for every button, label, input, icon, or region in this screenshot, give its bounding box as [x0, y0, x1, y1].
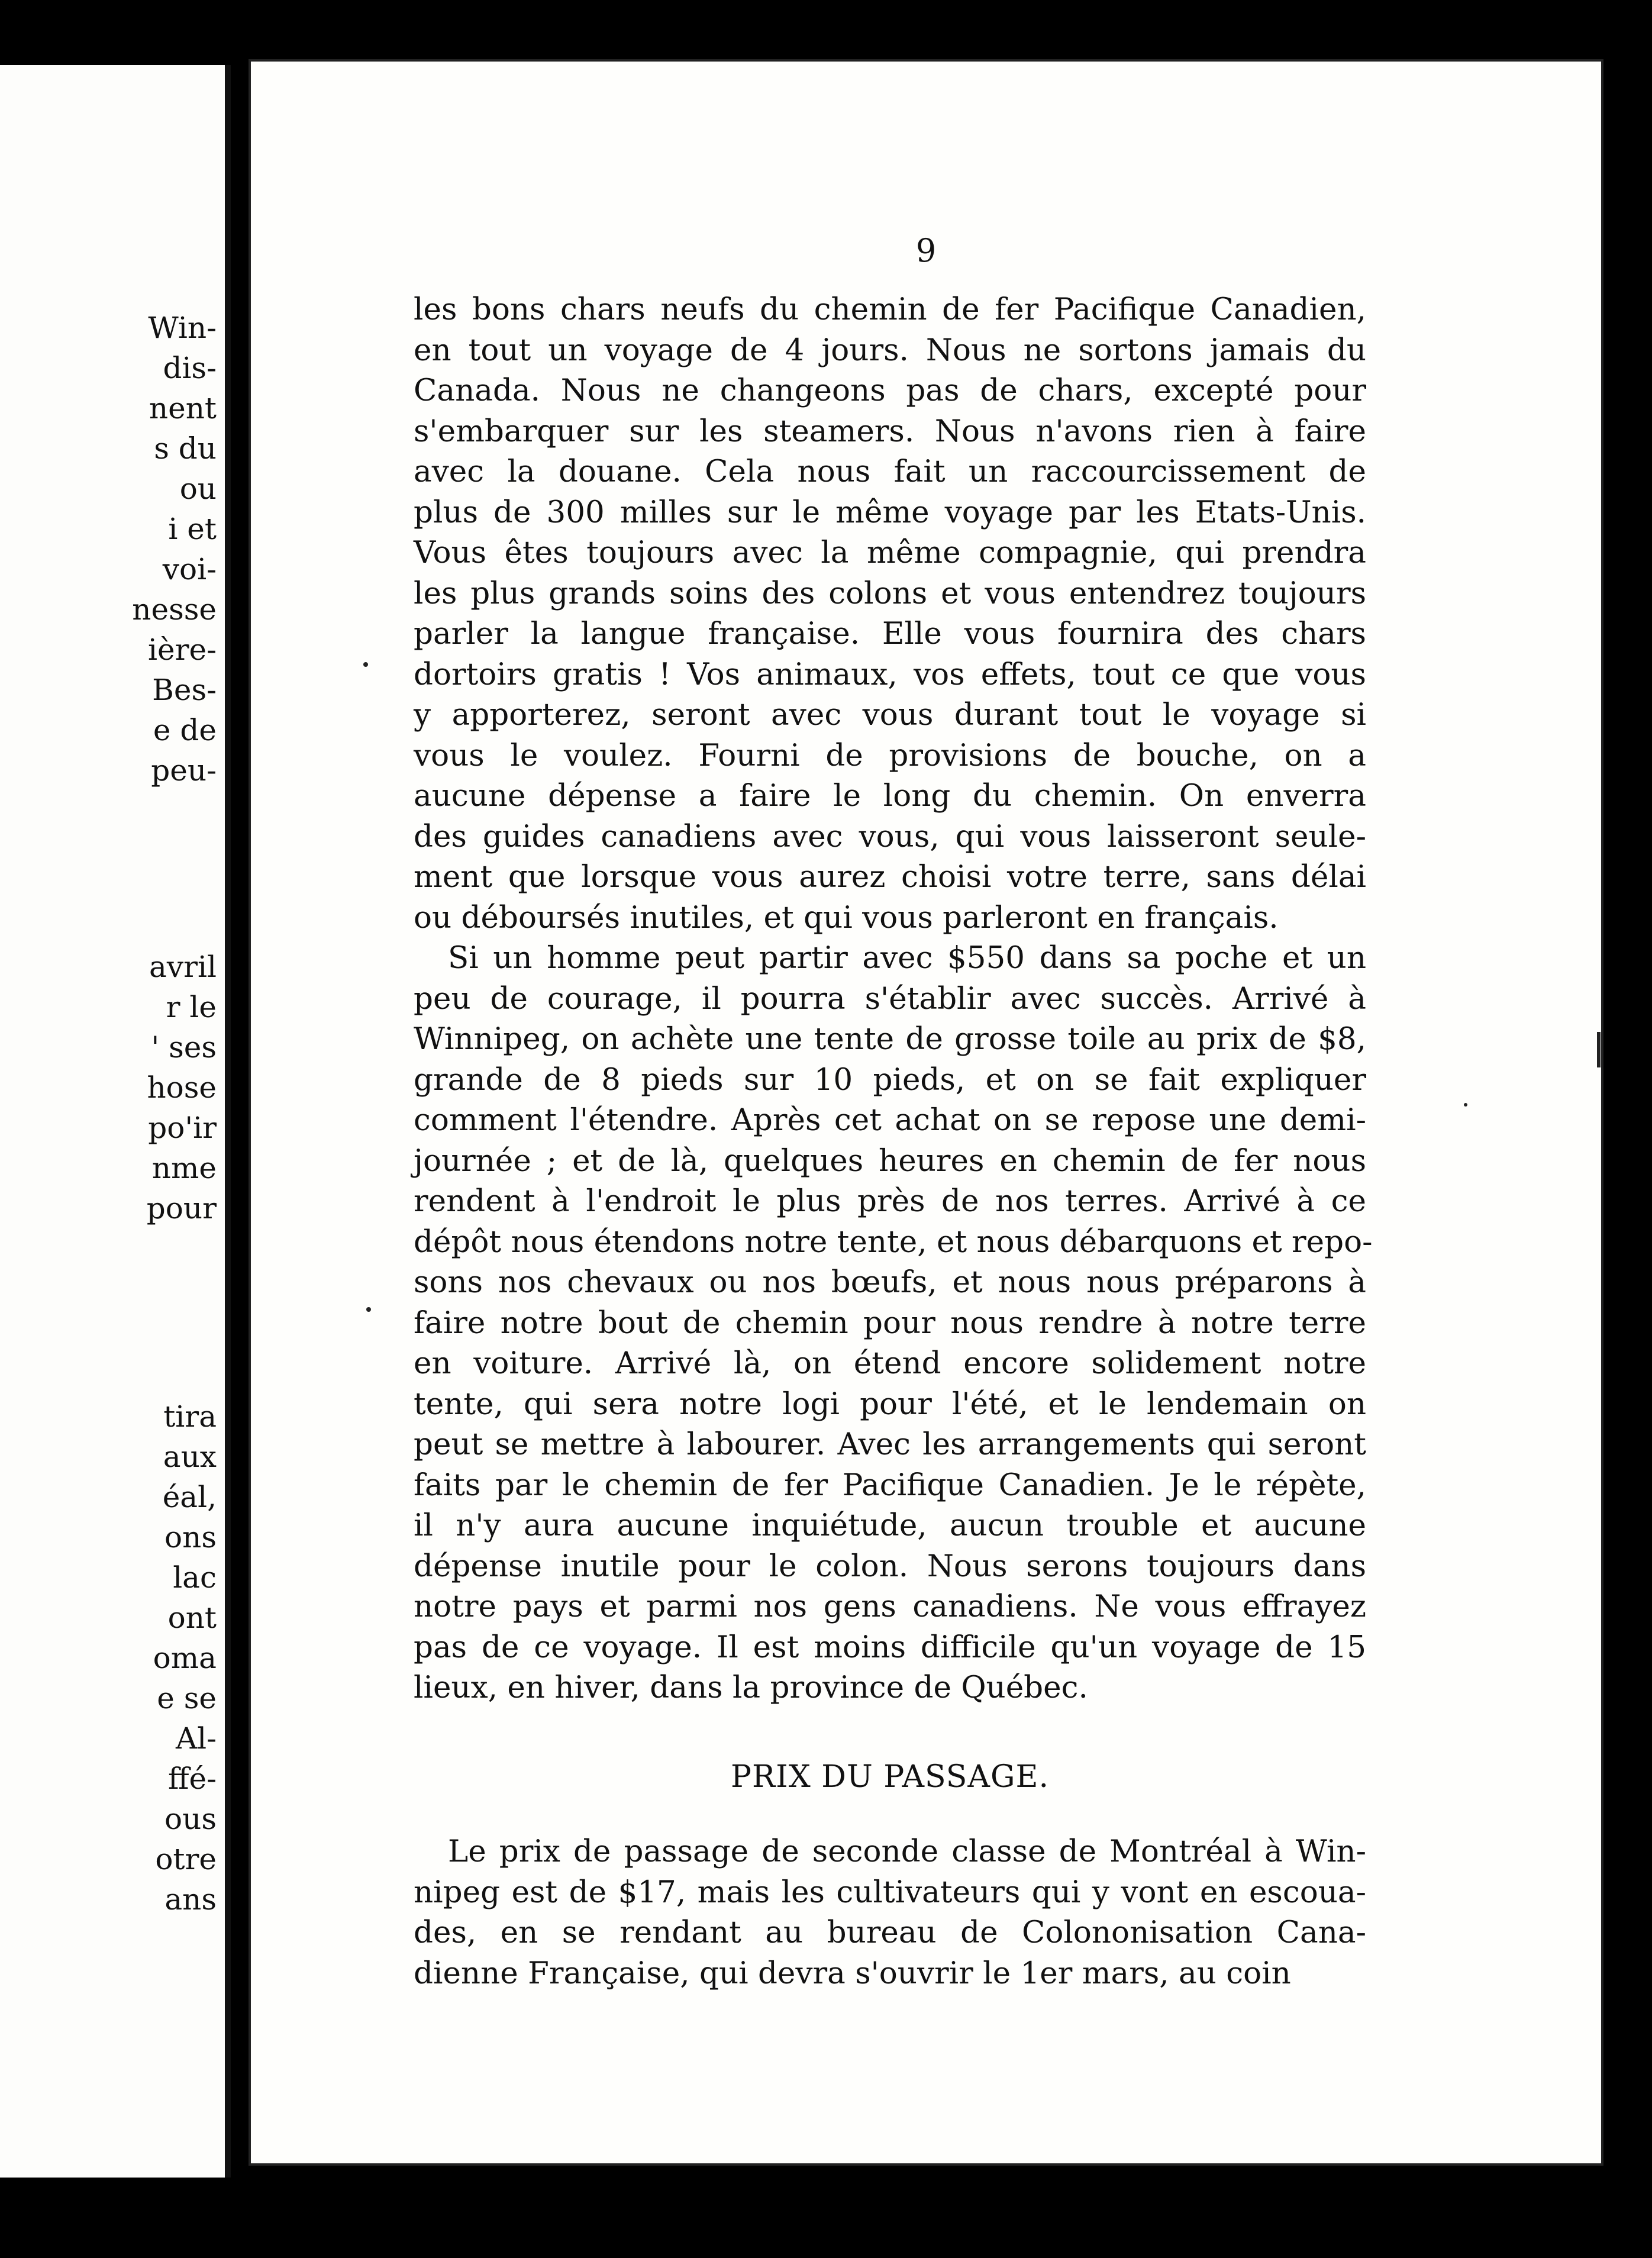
text-line: comment l'étendre. Après cet achat on se repose une demi- — [414, 1102, 1366, 1138]
facing-page-fragment: ou — [179, 472, 217, 506]
text-line: tente, qui sera notre logi pour l'été, et le lendemain on — [414, 1386, 1366, 1422]
paragraph-3 — [414, 1831, 1366, 1994]
text-line: ou déboursés inutiles, et qui vous parleront en français. — [414, 899, 1279, 936]
text-line: Canada. Nous ne changeons pas de chars, excepté pour — [414, 373, 1366, 408]
facing-page-fragment: tira — [163, 1399, 217, 1434]
facing-page-fragment: ffé- — [167, 1762, 217, 1796]
text-line: Winnipeg, on achète une tente de grosse toile au prix de $8, — [414, 1021, 1366, 1057]
text-line: Le prix de passage de seconde classe de Montréal à Win- — [448, 1834, 1366, 1869]
facing-page-fragment: Win- — [148, 311, 217, 345]
facing-page-fragment: po'ir — [148, 1111, 217, 1145]
text-line: il n'y aura aucune inquiétude, aucun trouble et aucune — [414, 1508, 1366, 1543]
facing-page-fragment: pour — [146, 1191, 217, 1225]
scan-speck — [366, 1307, 371, 1312]
text-line: journée ; et de là, quelques heures en chemin de fer nous — [414, 1143, 1366, 1179]
text-line: sons nos chevaux ou nos bœufs, et nous nous préparons à — [414, 1265, 1366, 1300]
facing-page-fragment: éal, — [162, 1480, 217, 1514]
text-line: pas de ce voyage. Il est moins difficile qu'un voyage de 15 — [414, 1629, 1366, 1665]
facing-page-fragment: dis- — [163, 351, 217, 385]
facing-page-fragment: peu- — [151, 753, 217, 788]
text-line: des, en se rendant au bureau de Colononisation Cana- — [414, 1915, 1366, 1950]
facing-page-fragment: nme — [151, 1151, 217, 1185]
facing-page-fragment: ons — [164, 1520, 217, 1554]
facing-page-fragment: s du — [154, 431, 217, 466]
facing-page-fragment: lac — [173, 1560, 217, 1595]
text-line: avec la douane. Cela nous fait un raccourcissement de — [414, 454, 1366, 489]
text-line: faire notre bout de chemin pour nous rendre à notre terre — [414, 1305, 1366, 1341]
text-line: dépense inutile pour le colon. Nous serons toujours dans — [414, 1548, 1366, 1584]
facing-page-fragment: voi- — [162, 552, 217, 586]
paragraph-1 — [414, 289, 1366, 938]
facing-page-fragment: Al- — [176, 1721, 217, 1756]
text-line: ment que lorsque vous aurez choisi votre terre, sans délai — [414, 859, 1366, 895]
facing-page-fragment: ous — [164, 1802, 217, 1836]
section-heading: PRIX DU PASSAGE. — [731, 1759, 1049, 1795]
facing-page-fragment: nent — [149, 391, 217, 425]
text-line: les bons chars neufs du chemin de fer Pacifique Canadien, — [414, 292, 1366, 327]
facing-page-fragment: oma — [153, 1641, 217, 1675]
text-line: Vous êtes toujours avec la même compagnie, qui prendra — [414, 535, 1366, 570]
text-line: dienne Française, qui devra s'ouvrir le 1er mars, au coin — [414, 1955, 1291, 1991]
facing-page-fragment: ière- — [148, 633, 217, 667]
text-line: en voiture. Arrivé là, on étend encore solidement notre — [414, 1346, 1366, 1381]
facing-page-fragment: ont — [167, 1601, 217, 1635]
page-edge-mark — [1597, 1032, 1601, 1067]
facing-page-fragment: avril — [149, 950, 217, 984]
facing-page-fragment: ans — [164, 1882, 217, 1917]
facing-page-fragment: ' ses — [151, 1030, 217, 1065]
text-line: peut se mettre à labourer. Avec les arrangements qui seront — [414, 1427, 1366, 1462]
text-line: parler la langue française. Elle vous fournira des chars — [414, 616, 1366, 651]
text-line: plus de 300 milles sur le même voyage par les Etats-Unis. — [414, 494, 1366, 530]
text-line: aucune dépense a faire le long du chemin. On enverra — [414, 778, 1366, 814]
facing-page-fragment: aux — [163, 1440, 217, 1474]
text-line: les plus grands soins des colons et vous entendrez toujours — [414, 575, 1366, 611]
page-9 — [249, 59, 1603, 2166]
scan-speck — [1464, 1103, 1467, 1107]
text-line: dépôt nous étendons notre tente, et nous débarquons et repo- — [414, 1224, 1373, 1260]
text-line: s'embarquer sur les steamers. Nous n'avons rien à faire — [414, 413, 1366, 449]
text-line: faits par le chemin de fer Pacifique Canadien. Je le répète, — [414, 1467, 1366, 1503]
facing-page-fragment: e se — [157, 1681, 217, 1715]
facing-page-fragment: hose — [147, 1070, 217, 1105]
text-line: dortoirs gratis ! Vos animaux, vos effets, tout ce que vous — [414, 656, 1366, 692]
facing-page-fragment: Bes- — [152, 673, 217, 707]
facing-page-fragment: r le — [166, 990, 217, 1024]
text-line: vous le voulez. Fourni de provisions de bouche, on a — [414, 737, 1366, 773]
text-line: des guides canadiens avec vous, qui vous laisseront seule- — [414, 818, 1366, 854]
text-line: peu de courage, il pourra s'établir avec succès. Arrivé à — [414, 980, 1366, 1017]
facing-page-left — [0, 65, 231, 2178]
facing-page-fragment: e de — [153, 713, 217, 747]
text-line: rendent à l'endroit le plus près de nos terres. Arrivé à ce — [414, 1183, 1366, 1219]
facing-page-fragment: otre — [155, 1842, 217, 1876]
text-line: Si un homme peut partir avec $550 dans sa poche et un — [448, 940, 1366, 976]
text-line: lieux, en hiver, dans la province de Québec. — [414, 1670, 1088, 1705]
text-line: en tout un voyage de 4 jours. Nous ne sortons jamais du — [414, 332, 1366, 368]
page-body — [414, 289, 1373, 1994]
paragraph-2 — [414, 938, 1373, 1708]
text-line: grande de 8 pieds sur 10 pieds, et on se fait expliquer — [414, 1062, 1366, 1098]
page-number: 9 — [915, 232, 937, 269]
facing-page-fragment: i et — [168, 512, 217, 546]
text-line: nipeg est de $17, mais les cultivateurs qui y vont en escoua- — [414, 1874, 1366, 1910]
scan-speck — [363, 662, 368, 667]
facing-page-fragment: nesse — [132, 592, 217, 627]
text-line: notre pays et parmi nos gens canadiens. Ne vous effrayez — [414, 1589, 1366, 1624]
text-line: y apporterez, seront avec vous durant tout le voyage si — [414, 697, 1366, 733]
